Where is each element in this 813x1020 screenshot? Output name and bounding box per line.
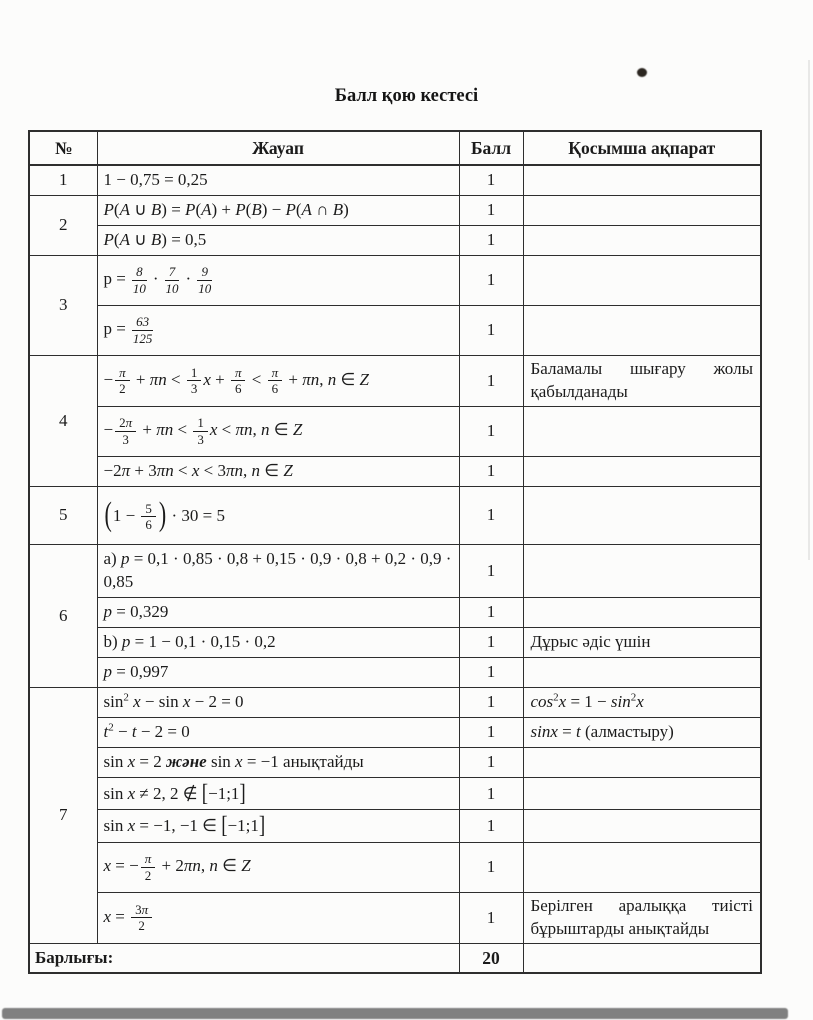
table-row <box>29 456 761 486</box>
question-number: 7 <box>29 687 97 943</box>
info-cell <box>523 842 761 892</box>
info-cell <box>523 225 761 255</box>
score-cell: 1 <box>459 892 523 943</box>
score-cell: 1 <box>459 355 523 406</box>
table-header-row <box>29 131 761 165</box>
info-cell <box>523 657 761 687</box>
answer-cell: $\sin^2 x - \sin x - 2 = 0$ <box>97 687 459 717</box>
fraction: $\frac{\pi}{2}$ <box>115 366 130 396</box>
info-cell <box>523 486 761 544</box>
score-cell: 1 <box>459 305 523 355</box>
score-cell: 1 <box>459 627 523 657</box>
question-number: 1 <box>29 165 97 195</box>
total-score: 20 <box>459 943 523 973</box>
answer-cell: $t^2 - t - 2 = 0$ <box>97 717 459 747</box>
info-cell: Дұрыс әдіс үшін <box>523 627 761 657</box>
score-table-body <box>29 165 761 943</box>
question-number: 3 <box>29 255 97 355</box>
table-row <box>29 842 761 892</box>
answer-cell: − $\frac{2\pi}{3}$ + πn < $\frac{1}{3}$ x < πn, n ∈ Z <box>97 406 459 456</box>
table-row <box>29 892 761 943</box>
table-row <box>29 597 761 627</box>
info-cell <box>523 810 761 843</box>
table-row <box>29 195 761 225</box>
scan-bottom-bar-artifact <box>2 1008 788 1019</box>
answer-cell: P(A ∪ B) = P(A) + P(B) − P(A ∩ B) <box>97 195 459 225</box>
score-cell: 1 <box>459 456 523 486</box>
score-cell: 1 <box>459 717 523 747</box>
score-cell: 1 <box>459 195 523 225</box>
score-cell: 1 <box>459 747 523 777</box>
table-row <box>29 687 761 717</box>
ink-dot-artifact <box>637 68 647 77</box>
table-row <box>29 305 761 355</box>
answer-cell: P(A ∪ B) = 0,5 <box>97 225 459 255</box>
answer-cell: sin x = −1, −1 ∈ [−1;1] <box>97 810 459 843</box>
header-answer: Жауап <box>97 131 459 165</box>
fraction: $\frac{\pi}{6}$ <box>231 366 246 396</box>
answer-cell: x = − $\frac{\pi}{2}$ + 2πn, n ∈ Z <box>97 842 459 892</box>
score-cell: 1 <box>459 810 523 843</box>
info-cell: $\cos^2x = 1 - \sin^2x$ <box>523 687 761 717</box>
table-row <box>29 810 761 843</box>
header-info: Қосымша ақпарат <box>523 131 761 165</box>
header-number: № <box>29 131 97 165</box>
info-cell: Берілген аралыққа тиісті бұрыштарды анықтайды <box>523 892 761 943</box>
info-cell <box>523 747 761 777</box>
answer-cell: − $\frac{\pi}{2}$ + πn < $\frac{1}{3}$ x + $\frac{\pi}{6}$ < $\frac{\pi}{6}$ + πn, n ∈ Z <box>97 355 459 406</box>
score-cell: 1 <box>459 225 523 255</box>
score-cell: 1 <box>459 597 523 627</box>
answer-cell: sin x = 2 және sin x = −1 анықтайды <box>97 747 459 777</box>
fraction: $\frac{3\pi}{2}$ <box>131 903 152 933</box>
info-cell <box>523 255 761 305</box>
score-cell: 1 <box>459 657 523 687</box>
fraction: $\frac{7}{10}$ <box>165 264 179 296</box>
table-row <box>29 486 761 544</box>
table-row <box>29 165 761 195</box>
table-row <box>29 747 761 777</box>
total-label: Барлығы: <box>29 943 459 973</box>
info-cell <box>523 544 761 597</box>
info-cell <box>523 456 761 486</box>
table-row <box>29 627 761 657</box>
answer-cell: sin x ≠ 2, 2 ∉ [−1;1] <box>97 777 459 810</box>
answer-cell: p = 0,329 <box>97 597 459 627</box>
score-cell: 1 <box>459 687 523 717</box>
table-row <box>29 777 761 810</box>
answer-cell: (1 − $\frac{5}{6}$ ) · 30 = 5 <box>97 486 459 544</box>
info-cell <box>523 777 761 810</box>
answer-cell: p = 0,997 <box>97 657 459 687</box>
score-cell: 1 <box>459 255 523 305</box>
info-cell <box>523 406 761 456</box>
answer-cell: −2π + 3πn < x < 3πn, n ∈ Z <box>97 456 459 486</box>
score-cell: 1 <box>459 544 523 597</box>
table-row <box>29 406 761 456</box>
score-cell: 1 <box>459 406 523 456</box>
info-cell <box>523 165 761 195</box>
page-title: Балл қою кестесі <box>334 86 479 106</box>
answer-cell: a) p = 0,1 · 0,85 · 0,8 + 0,15 · 0,9 · 0,8 + 0,2 · 0,9 · 0,85 <box>97 544 459 597</box>
info-cell: Баламалы шығару жолы қабылданады <box>523 355 761 406</box>
scan-edge-artifact <box>808 60 810 560</box>
fraction: $\frac{\pi}{6}$ <box>268 366 283 396</box>
fraction: $\frac{5}{6}$ <box>141 502 156 532</box>
total-info-cell <box>523 943 761 973</box>
table-row <box>29 657 761 687</box>
answer-cell: 1 − 0,75 = 0,25 <box>97 165 459 195</box>
table-row <box>29 717 761 747</box>
info-cell: sinx = t (алмастыру) <box>523 717 761 747</box>
info-cell <box>523 195 761 225</box>
table-row <box>29 225 761 255</box>
fraction: $\frac{9}{10}$ <box>198 264 212 296</box>
question-number: 4 <box>29 355 97 486</box>
question-number: 6 <box>29 544 97 687</box>
fraction: $\frac{63}{125}$ <box>132 314 153 346</box>
question-number: 5 <box>29 486 97 544</box>
fraction: $\frac{1}{3}$ <box>193 416 208 446</box>
scoring-table <box>28 130 762 974</box>
score-cell: 1 <box>459 777 523 810</box>
score-cell: 1 <box>459 486 523 544</box>
table-row <box>29 355 761 406</box>
fraction: $\frac{8}{10}$ <box>132 264 146 296</box>
answer-cell: p = $\frac{63}{125}$ <box>97 305 459 355</box>
header-score: Балл <box>459 131 523 165</box>
answer-cell: b) p = 1 − 0,1 · 0,15 · 0,2 <box>97 627 459 657</box>
fraction: $\frac{2\pi}{3}$ <box>115 416 136 446</box>
question-number: 2 <box>29 195 97 255</box>
info-cell <box>523 305 761 355</box>
total-row <box>29 943 761 973</box>
score-cell: 1 <box>459 842 523 892</box>
info-cell <box>523 597 761 627</box>
table-row <box>29 255 761 305</box>
fraction: $\frac{\pi}{2}$ <box>141 852 156 882</box>
table-row <box>29 544 761 597</box>
fraction: $\frac{1}{3}$ <box>187 366 202 396</box>
score-cell: 1 <box>459 165 523 195</box>
answer-cell: p = $\frac{8}{10}$ · $\frac{7}{10}$ · $\frac{9}{10}$ <box>97 255 459 305</box>
answer-cell: x = $\frac{3\pi}{2}$ <box>97 892 459 943</box>
